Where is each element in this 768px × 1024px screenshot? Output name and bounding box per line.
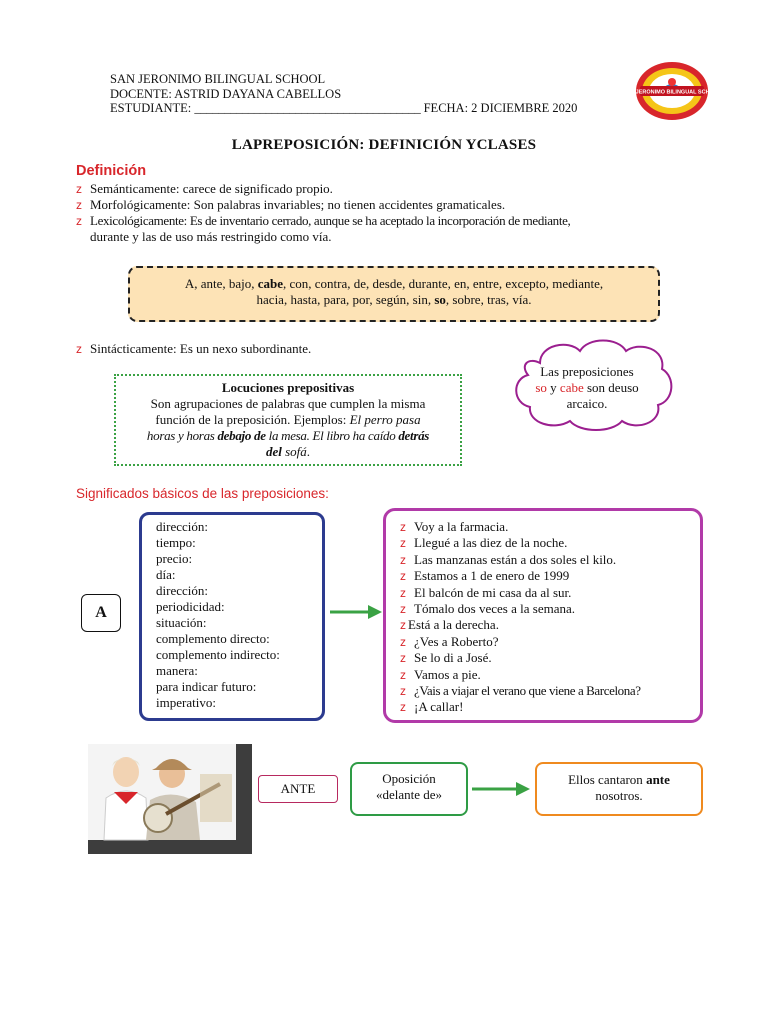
arrow-right-icon [328,602,384,622]
cloud-text: Las preposiciones so y cabe son deuso arcaico. [535,364,639,411]
bullet-icon: z [76,198,82,212]
meanings-right-list [400,519,641,716]
teacher-line: DOCENTE: ASTRID DAYANA CABELLOS [110,87,342,101]
meaning-example: z Tómalo dos veces a la semana. [400,601,575,617]
bullet-icon: z [76,342,82,356]
meaning-label: complemento indirecto: [156,647,280,662]
meaning-label: manera: [156,663,198,678]
school-name: SAN JERONIMO BILINGUAL SCHOOL [110,72,326,86]
meaning-label: imperativo: [156,695,216,710]
list-item-continuation: durante y las de uso más restringido como vía. [90,229,332,244]
list-item: z Semánticamente: carece de significado propio. [76,181,333,196]
bullet-icon: z [76,182,82,196]
bullet-icon: z [400,520,406,534]
ante-example-box: Ellos cantaron ante nosotros. [535,762,703,816]
meaning-label: día: [156,567,176,582]
bullet-icon: z [400,552,406,567]
meanings-left-list [156,519,280,711]
ante-box: ANTE [258,775,338,803]
bullet-icon: z [76,214,82,228]
bullet-icon: z [400,585,406,600]
meaning-example: z Voy a la farmacia. [400,519,509,534]
school-logo [622,60,722,122]
student-blank: ______________________________________ [194,101,421,115]
date-label: FECHA: 2 DICIEMBRE 2020 [423,101,578,115]
prepositions-line-2: hacia, hasta, para, por, según, sin, so, sobre, tras, vía. [256,292,532,307]
locuciones-title: Locuciones prepositivas [221,380,355,395]
meanings-left-box [139,512,325,721]
meanings-right-box [383,508,703,723]
bullet-icon: z [400,667,406,682]
prepositions-line-1: A, ante, bajo, cabe, con, contra, de, desde, durante, en, entre, excepto, mediante, [184,276,604,291]
photo-frame [88,744,252,854]
syntactic-item: z Sintácticamente: Es un nexo subordinante. [76,341,312,356]
bullet-icon: z [400,684,406,699]
bullet-icon: z [400,700,406,715]
meaning-label: periodicidad: [156,599,225,614]
meaning-example: z Está a la derecha. [400,617,499,633]
elderly-couple-photo [88,744,236,840]
meaning-example: z ¿Ves a Roberto? [400,633,499,649]
meaning-example: z Las manzanas están a dos soles el kilo. [400,551,617,567]
meaning-example: z Estamos a 1 de enero de 1999 [400,568,570,584]
meaning-label: para indicar futuro: [156,679,257,694]
meaning-label: precio: [156,551,193,566]
bullet-icon: z [400,602,406,617]
meaning-label: situación: [156,615,207,630]
meaning-label: dirección: [156,583,208,598]
bullet-icon: z [400,536,406,551]
bullet-icon: z [400,618,406,633]
definition-heading: Definición [76,163,147,179]
list-item: z Morfológicamente: Son palabras invariables; no tienen accidentes gramaticales. [76,197,506,212]
opposition-box: Oposición «delante de» [350,762,468,816]
page-title: LAPREPOSICIÓN: DEFINICIÓN YCLASES [231,137,537,153]
locuciones-box: Locuciones prepositivas Son agrupaciones de palabras que cumplen la misma función de la preposición. Ejemplos: El perro pasa horas y horas debajo de la mesa. El libro ha caído detrás del sofá. [114,374,462,466]
list-item: z Lexicológicamente: Es de inventario cerrado, aunque se ha aceptado la incorporación de mediante, [76,213,571,228]
bullet-icon: z [400,634,406,649]
meanings-heading: Significados básicos de las preposiciones: [76,486,329,501]
arrow-right-icon [470,780,532,798]
preposition-a-box: A [81,594,121,632]
bullet-icon: z [400,651,406,666]
definition-list [76,181,696,245]
meaning-example: z Se lo di a José. [400,650,492,666]
meaning-example: z El balcón de mi casa da al sur. [400,584,572,600]
student-line [110,101,577,116]
meaning-label: dirección: [156,519,208,534]
meaning-example: z ¿Vais a viajar el verano que viene a Barcelona? [400,683,641,699]
logo-text: SAN JERONIMO BILINGUAL SCHOOL [622,89,722,96]
prepositions-box [128,266,660,322]
meaning-example: z ¡A callar! [400,699,464,715]
student-label: ESTUDIANTE: [110,101,192,115]
meaning-example: z Llegué a las diez de la noche. [400,535,568,551]
meaning-example: z Vamos a pie. [400,666,481,682]
bullet-icon: z [400,569,406,584]
meaning-label: tiempo: [156,535,196,550]
meaning-label: complemento directo: [156,631,270,646]
